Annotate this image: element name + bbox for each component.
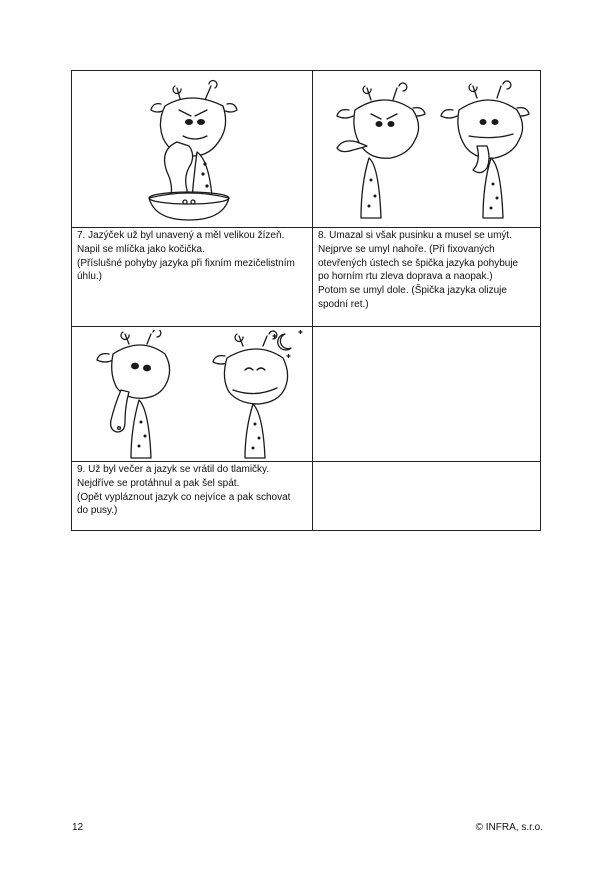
exercise-8-line-6: spodní ret.) (318, 298, 369, 310)
table-border-bottom (71, 530, 541, 531)
exercise-7-line-1: 7. Jazýček už byl unavený a měl velikou žízeň. (77, 230, 285, 241)
exercise-8-line-5: Potom se umyl dole. (Špička jazyka olizuje (318, 285, 507, 297)
table-border-left (71, 70, 72, 531)
table-border-top (71, 70, 541, 71)
exercise-8-line-4: po horním rtu zleva doprava a naopak.) (318, 271, 493, 283)
exercise-9-text (77, 463, 309, 518)
table-divider-row2-image (71, 461, 541, 462)
table-border-right (540, 70, 541, 531)
exercise-7-line-3: (Příslušné pohyby jazyka při fixním mezičelistním (77, 257, 295, 269)
exercise-7-text (77, 229, 309, 284)
copyright-notice: © INFRA, s.r.o. (475, 822, 543, 833)
exercise-9-line-3: (Opět vypláznout jazyk co nejvíce a pak schovat (77, 491, 291, 503)
illustration-giraffes-licking (327, 80, 537, 225)
table-divider-row1-image (71, 227, 541, 228)
illustration-giraffe-drinking (131, 74, 251, 224)
exercise-9-line-4: do pusy.) (77, 505, 118, 517)
page-number: 12 (72, 822, 84, 833)
exercise-9-line-1: 9. Už byl večer a jazyk se vrátil do tlamičky. (77, 464, 270, 475)
table-divider-middle (312, 70, 313, 531)
exercise-table (71, 70, 541, 531)
table-divider-row1 (71, 326, 541, 327)
exercise-8-line-2: Nejprve se umyl nahoře. (Při fixovaných (318, 243, 495, 255)
illustration-giraffes-evening (77, 330, 309, 460)
exercise-7-line-4: úhlu.) (77, 271, 103, 283)
exercise-8-line-1: 8. Umazal si však pusinku a musel se umýt. (318, 230, 512, 241)
exercise-8-text (318, 229, 538, 312)
exercise-8-line-3: otevřených ústech se špička jazyka pohybuje (318, 257, 519, 269)
exercise-7-line-2: Napil se mlíčka jako kočička. (77, 243, 205, 255)
exercise-9-line-2: Nejdříve se protáhnul a pak šel spát. (77, 477, 240, 489)
